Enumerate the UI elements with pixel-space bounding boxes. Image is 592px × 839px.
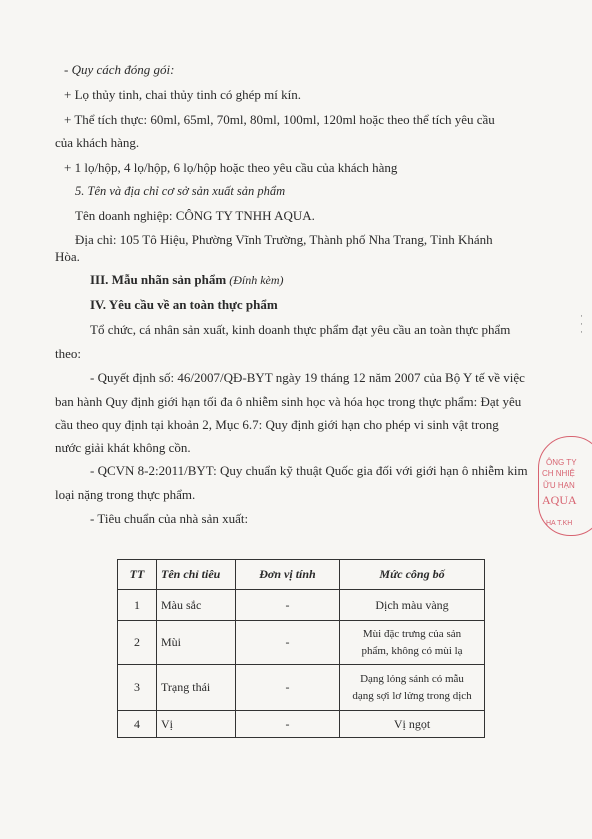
stamp-text: CH NHIỆ bbox=[542, 469, 575, 478]
stamp-text: HA T.KH bbox=[546, 520, 573, 527]
decision-46-line4: nước giải khát không cồn. bbox=[55, 440, 191, 455]
decision-46-line1: - Quyết định số: 46/2007/QĐ-BYT ngày 19 tháng 12 năm 2007 của Bộ Y tế về việc bbox=[90, 370, 525, 385]
cell-unit: - bbox=[236, 711, 340, 738]
decision-46-line3: cầu theo quy định tại khoản 2, Mục 6.7: Quy định giới hạn cho phép vi sinh vật trong bbox=[55, 417, 499, 432]
cell-name: Vị bbox=[157, 711, 236, 738]
manufacturer-standard: - Tiêu chuẩn của nhà sản xuất: bbox=[90, 511, 249, 526]
section-iii-title: III. Mẫu nhãn sản phẩm bbox=[90, 272, 227, 287]
qcvn-line1: - QCVN 8-2:2011/BYT: Quy chuẩn kỹ thuật Quốc gia đối với giới hạn ô nhiễm kim bbox=[90, 463, 528, 478]
cell-value-line: phẩm, không có mùi lạ bbox=[361, 644, 463, 657]
header-name: Tên chỉ tiêu bbox=[157, 560, 236, 590]
cell-tt: 1 bbox=[118, 590, 157, 621]
requirement-intro: Tổ chức, cá nhân sản xuất, kinh doanh thực phẩm đạt yêu cầu an toàn thực phẩm bbox=[90, 322, 511, 337]
cell-value bbox=[340, 665, 485, 711]
cell-unit: - bbox=[236, 665, 340, 711]
cell-name: Màu sắc bbox=[157, 590, 236, 621]
section-iii-note: (Đính kèm) bbox=[226, 273, 284, 287]
decision-46-line2: ban hành Quy định giới hạn tối đa ô nhiễm sinh học và hóa học trong thực phẩm: Đạt yêu bbox=[55, 394, 522, 409]
section-iv-heading: IV. Yêu cầu về an toàn thực phẩm bbox=[90, 297, 278, 312]
cell-value: Vị ngọt bbox=[340, 711, 485, 738]
header-tt: TT bbox=[118, 560, 157, 590]
cell-value: Dịch màu vàng bbox=[340, 590, 485, 621]
cell-value-line: Mùi đặc trưng của sản bbox=[362, 627, 462, 640]
section-5-heading: 5. Tên và địa chỉ cơ sở sản xuất sản phẩm bbox=[75, 184, 286, 198]
cell-name: Trạng thái bbox=[157, 665, 236, 711]
company-address: Địa chỉ: 105 Tô Hiệu, Phường Vĩnh Trường, Thành phố Nha Trang, Tỉnh Khánh bbox=[75, 232, 493, 247]
cell-unit: - bbox=[236, 621, 340, 665]
packaging-item-boxes: + 1 lọ/hộp, 4 lọ/hộp, 6 lọ/hộp hoặc theo yêu cầu của khách hàng bbox=[64, 160, 398, 175]
requirement-intro-cont: theo: bbox=[55, 346, 81, 361]
packaging-item-volume-cont: của khách hàng. bbox=[55, 135, 140, 150]
cell-tt: 4 bbox=[118, 711, 157, 738]
company-name: Tên doanh nghiệp: CÔNG TY TNHH AQUA. bbox=[75, 208, 315, 223]
header-value: Mức công bố bbox=[340, 560, 485, 590]
packaging-item-volume: + Thể tích thực: 60ml, 65ml, 70ml, 80ml, 100ml, 120ml hoặc theo thể tích yêu cầu bbox=[64, 112, 495, 127]
scan-edge-marks: · · · bbox=[580, 311, 583, 337]
stamp-text: AQUA bbox=[542, 493, 577, 507]
table-header-row bbox=[118, 560, 485, 590]
cell-tt: 3 bbox=[118, 665, 157, 711]
cell-unit: - bbox=[236, 590, 340, 621]
cell-value-line: Dạng lỏng sánh có mẫu bbox=[360, 672, 464, 685]
stamp-text: ÔNG TY bbox=[546, 458, 577, 467]
cell-value-line: dạng sợi lơ lửng trong dịch bbox=[352, 689, 472, 702]
company-seal-stamp bbox=[538, 436, 592, 540]
table-row bbox=[118, 621, 485, 665]
cell-value bbox=[340, 621, 485, 665]
cell-name: Mùi bbox=[157, 621, 236, 665]
table-row bbox=[118, 711, 485, 738]
qcvn-line2: loại nặng trong thực phẩm. bbox=[55, 487, 196, 502]
cell-tt: 2 bbox=[118, 621, 157, 665]
header-unit: Đơn vị tính bbox=[236, 560, 340, 590]
stamp-text: ỮU HẠN bbox=[543, 481, 575, 490]
table-row bbox=[118, 665, 485, 711]
section-iii-heading bbox=[90, 272, 284, 288]
specification-table bbox=[117, 559, 485, 738]
company-address-cont: Hòa. bbox=[55, 249, 80, 264]
packaging-item-glass: + Lọ thủy tinh, chai thủy tinh có ghép mí kín. bbox=[64, 87, 301, 102]
table-row bbox=[118, 590, 485, 621]
packaging-heading: - Quy cách đóng gói: bbox=[64, 62, 175, 77]
